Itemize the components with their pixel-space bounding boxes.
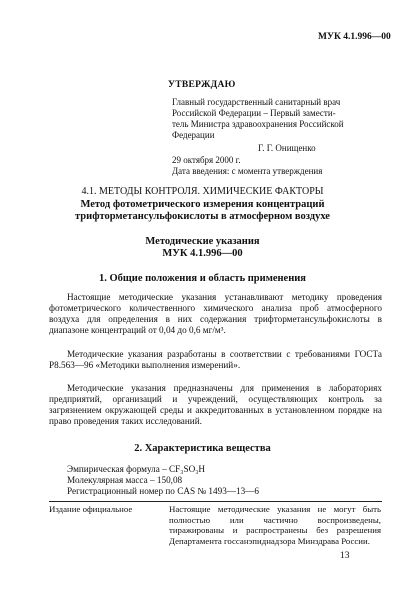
molecular-mass: Молекулярная масса – 150,08	[67, 475, 183, 485]
approval-signer: Г. Г. Онищенко	[258, 143, 316, 153]
guidelines-title-line: Методические указания	[145, 236, 260, 247]
approval-position	[172, 97, 362, 141]
official-edition-label: Издание официальное	[49, 504, 133, 514]
formula-line	[67, 464, 259, 475]
section1-paragraph-2: Методические указания разработаны в соответствии с требованиями ГОСТа Р8.563—96 «Методики выполнения измерений».	[49, 349, 382, 370]
formula-label: Эмпирическая формула –	[67, 464, 170, 474]
guidelines-code: МУК 4.1.996—00	[162, 248, 243, 259]
document-title-line: Метод фотометрического измерения концентраций	[80, 199, 325, 210]
approval-title: УТВЕРЖДАЮ	[168, 80, 236, 90]
section1-heading: 1. Общие положения и область применения	[99, 273, 306, 284]
approval-position-line: Главный государственный санитарный врач	[172, 97, 341, 107]
doc-code: МУК 4.1.996—00	[318, 32, 391, 42]
section2-heading: 2. Характеристика вещества	[134, 443, 271, 454]
approval-position-line: Федерации	[172, 130, 215, 140]
section1-paragraph-1: Настоящие методические указания устанавливают методику проведения фотометрического количественного химического анализа проб атмосферного воздуха для определения в них содержания трифторметансульфокислоты в диапазоне концентраций от 0,04 до 0,6 мг/м³.	[49, 292, 382, 335]
approval-date: 29 октября 2000 г.	[172, 155, 241, 165]
document-title-line: трифторметансульфокислоты в атмосферном воздухе	[75, 211, 330, 222]
footer-divider	[49, 501, 382, 502]
approval-position-line: тель Министра здравоохранения Российской	[172, 119, 344, 129]
cas-number: Регистрационный номер по CAS № 1493—13—6	[67, 486, 259, 496]
section-heading: 4.1. МЕТОДЫ КОНТРОЛЯ. ХИМИЧЕСКИЕ ФАКТОРЫ	[81, 186, 324, 197]
section1-paragraph-3: Методические указания предназначены для применения в лабораториях предприятий, организаций и учреждений, осуществляющих контроль за загрязнением окружающей среды и аккредитованных в установленном порядке на право проведения таких исследований.	[49, 383, 382, 426]
approval-effective-date: Дата введения: с момента утверждения	[172, 166, 323, 176]
substance-properties	[67, 464, 259, 497]
approval-dates	[172, 155, 322, 177]
document-title	[30, 199, 375, 223]
approval-position-line: Российской Федерации – Первый замести-	[172, 108, 336, 118]
guidelines-title	[0, 236, 405, 260]
page-number: 13	[340, 551, 350, 561]
copyright-notice: Настоящие методические указания не могут быть полностью или частично воспроизведены, тиражированы и распространены без разрешения Департамента госсанэпиднадзора Минздрава России.	[169, 504, 381, 546]
formula-value: CF₃SO₃H	[169, 464, 206, 474]
